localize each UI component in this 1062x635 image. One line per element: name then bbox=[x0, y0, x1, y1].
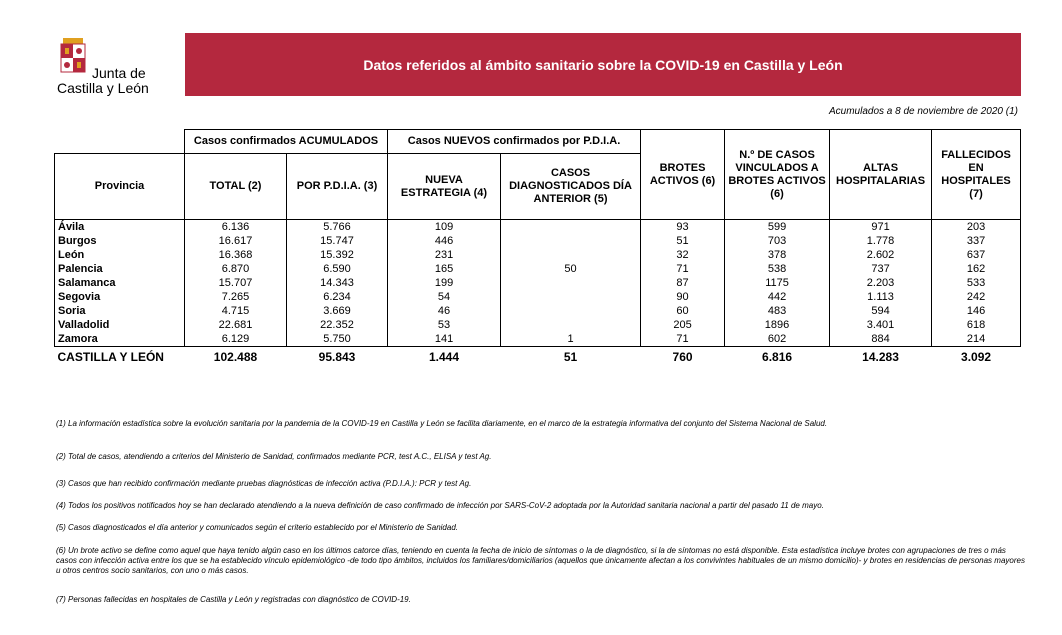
data-cell: 378 bbox=[725, 248, 830, 262]
table-row bbox=[55, 318, 1021, 332]
data-cell: 162 bbox=[932, 262, 1021, 276]
province-name: León bbox=[55, 248, 185, 262]
data-cell: 6.136 bbox=[185, 220, 287, 235]
header-total: TOTAL (2) bbox=[185, 154, 287, 220]
total-cell: CASTILLA Y LEÓN bbox=[57, 350, 164, 364]
data-cell: 6.234 bbox=[287, 290, 388, 304]
data-cell: 971 bbox=[830, 220, 932, 235]
province-name: Valladolid bbox=[55, 318, 185, 332]
data-cell bbox=[501, 290, 641, 304]
total-row bbox=[55, 347, 1021, 368]
table-row bbox=[55, 234, 1021, 248]
data-cell: 538 bbox=[725, 262, 830, 276]
data-cell: 1175 bbox=[725, 276, 830, 290]
data-cell: 2.602 bbox=[830, 248, 932, 262]
footnote-5: (5) Casos diagnosticados el día anterior y comunicados según el criterio establecido por el Ministerio de Sanidad. bbox=[56, 523, 458, 532]
table-row bbox=[55, 290, 1021, 304]
footnote-4: (4) Todos los positivos notificados hoy se han declarado atendiendo a la nueva definición de caso confirmado de infección por SARS-CoV-2 adoptada por la Autoridad sanitaria nacional a partir del pasado 11 de mayo. bbox=[56, 501, 824, 510]
data-cell: 1.778 bbox=[830, 234, 932, 248]
data-cell: 2.203 bbox=[830, 276, 932, 290]
data-cell: 90 bbox=[641, 290, 725, 304]
data-cell: 16.368 bbox=[185, 248, 287, 262]
total-cell: 3.092 bbox=[961, 350, 992, 364]
data-cell: 71 bbox=[641, 262, 725, 276]
data-cell: 214 bbox=[932, 332, 1021, 347]
data-cell: 618 bbox=[932, 318, 1021, 332]
data-cell: 141 bbox=[388, 332, 501, 347]
junta-logo bbox=[56, 36, 176, 96]
data-cell: 242 bbox=[932, 290, 1021, 304]
footnote-1: (1) La información estadística sobre la evolución sanitaria por la pandemia de la COVID-19 en Castilla y León se facilita diariamente, en el marco de la estrategia informativa del conjunto del Sistema Nacional de Salud. bbox=[56, 419, 828, 428]
header-group-acumulados: Casos confirmados ACUMULADOS bbox=[185, 130, 388, 154]
table-row bbox=[55, 304, 1021, 318]
data-cell: 87 bbox=[641, 276, 725, 290]
header-pdia: POR P.D.I.A. (3) bbox=[287, 154, 388, 220]
data-cell: 483 bbox=[725, 304, 830, 318]
data-cell: 93 bbox=[641, 220, 725, 235]
data-cell: 165 bbox=[388, 262, 501, 276]
data-cell: 22.352 bbox=[287, 318, 388, 332]
logo-line-1: Junta de bbox=[92, 65, 146, 81]
data-cell: 51 bbox=[641, 234, 725, 248]
covid-data-table bbox=[54, 129, 1021, 367]
data-cell: 109 bbox=[388, 220, 501, 235]
data-cell: 205 bbox=[641, 318, 725, 332]
data-cell: 5.750 bbox=[287, 332, 388, 347]
data-cell: 7.265 bbox=[185, 290, 287, 304]
footnote-7: (7) Personas fallecidas en hospitales de Castilla y León y registradas con diagnóstico de COVID-19. bbox=[56, 595, 411, 604]
data-cell: 15.747 bbox=[287, 234, 388, 248]
data-cell: 3.669 bbox=[287, 304, 388, 318]
data-cell: 4.715 bbox=[185, 304, 287, 318]
table-row bbox=[55, 248, 1021, 262]
data-cell bbox=[501, 304, 641, 318]
header-group-nuevos: Casos NUEVOS confirmados por P.D.I.A. bbox=[388, 130, 641, 154]
data-cell: 884 bbox=[830, 332, 932, 347]
data-cell bbox=[501, 318, 641, 332]
data-cell: 1.113 bbox=[830, 290, 932, 304]
data-cell: 703 bbox=[725, 234, 830, 248]
province-name: Burgos bbox=[55, 234, 185, 248]
data-cell: 231 bbox=[388, 248, 501, 262]
data-cell bbox=[501, 248, 641, 262]
header-brotes: BROTES ACTIVOS (6) bbox=[641, 130, 725, 220]
province-name: Segovia bbox=[55, 290, 185, 304]
data-cell: 50 bbox=[501, 262, 641, 276]
header-provincia: Provincia bbox=[55, 154, 185, 220]
page-title: Datos referidos al ámbito sanitario sobre la COVID-19 en Castilla y León bbox=[363, 56, 843, 73]
footnote-3: (3) Casos que han recibido confirmación mediante pruebas diagnósticas de infección activa (P.D.I.A.): PCR y test Ag. bbox=[56, 479, 472, 488]
total-cell: 14.283 bbox=[862, 350, 899, 364]
data-cell: 5.766 bbox=[287, 220, 388, 235]
header-altas: ALTAS HOSPITALARIAS bbox=[830, 130, 932, 220]
total-cell: 95.843 bbox=[318, 350, 356, 364]
data-cell: 599 bbox=[725, 220, 830, 235]
province-name: Salamanca bbox=[55, 276, 185, 290]
footnote-6: (6) Un brote activo se define como aquel que haya tenido algún caso en los últimos catorce días, teniendo en cuenta la fecha de inicio de síntomas o la de diagnóstico, si la de síntomas no está disponible. Esta estadística incluye brotes con agrupaciones de tres o más casos con infección activa entre los que se ha establecido vínculo epidemiológico -de todo tipo ámbitos, incluidos los familiares/domiciliarios (aquellos que únicamente afectan a los convivintes habituales de un mismo domicilio)- y brotes en residencias de personas mayores u otros centros socio sanitarios, con uno o más casos. bbox=[56, 546, 1025, 575]
data-cell: 71 bbox=[641, 332, 725, 347]
data-cell bbox=[501, 276, 641, 290]
total-cell: 6.816 bbox=[762, 350, 793, 364]
data-cell: 637 bbox=[932, 248, 1021, 262]
data-cell: 14.343 bbox=[287, 276, 388, 290]
table-row bbox=[55, 262, 1021, 276]
total-cell: 1.444 bbox=[429, 350, 460, 364]
data-cell: 6.870 bbox=[185, 262, 287, 276]
data-cell bbox=[501, 234, 641, 248]
data-cell: 54 bbox=[388, 290, 501, 304]
coat-of-arms-icon bbox=[58, 38, 88, 78]
province-name: Ávila bbox=[55, 220, 185, 235]
total-cell: 51 bbox=[563, 350, 578, 364]
header-vinculados: N.º DE CASOS VINCULADOS A BROTES ACTIVOS (6) bbox=[725, 130, 830, 220]
title-banner bbox=[185, 33, 1021, 96]
data-cell: 32 bbox=[641, 248, 725, 262]
data-cell: 60 bbox=[641, 304, 725, 318]
data-cell: 3.401 bbox=[830, 318, 932, 332]
header-fallecidos: FALLECIDOS EN HOSPITALES (7) bbox=[932, 130, 1021, 220]
province-name: Soria bbox=[55, 304, 185, 318]
data-cell bbox=[501, 220, 641, 235]
data-cell: 1896 bbox=[725, 318, 830, 332]
total-cell: 760 bbox=[672, 350, 693, 364]
data-cell: 1 bbox=[501, 332, 641, 347]
data-cell: 594 bbox=[830, 304, 932, 318]
province-name: Palencia bbox=[55, 262, 185, 276]
data-cell: 22.681 bbox=[185, 318, 287, 332]
data-cell: 53 bbox=[388, 318, 501, 332]
data-cell: 199 bbox=[388, 276, 501, 290]
data-cell: 442 bbox=[725, 290, 830, 304]
data-cell: 15.707 bbox=[185, 276, 287, 290]
data-cell: 602 bbox=[725, 332, 830, 347]
total-cell: 102.488 bbox=[213, 350, 258, 364]
data-cell: 737 bbox=[830, 262, 932, 276]
data-cell: 146 bbox=[932, 304, 1021, 318]
data-cell: 15.392 bbox=[287, 248, 388, 262]
data-cell: 446 bbox=[388, 234, 501, 248]
table-row bbox=[55, 276, 1021, 290]
data-cell: 6.129 bbox=[185, 332, 287, 347]
table-row bbox=[55, 332, 1021, 347]
data-cell: 337 bbox=[932, 234, 1021, 248]
accumulated-date: Acumulados a 8 de noviembre de 2020 (1) bbox=[828, 106, 1018, 117]
data-cell: 46 bbox=[388, 304, 501, 318]
header-diagnosticados: CASOS DIAGNOSTICADOS DÍA ANTERIOR (5) bbox=[501, 154, 641, 220]
data-cell: 533 bbox=[932, 276, 1021, 290]
data-cell: 6.590 bbox=[287, 262, 388, 276]
data-cell: 203 bbox=[932, 220, 1021, 235]
header-nueva-estrategia: NUEVA ESTRATEGIA (4) bbox=[388, 154, 501, 220]
footnote-2: (2) Total de casos, atendiendo a criterios del Ministerio de Sanidad, confirmados mediante PCR, test A.C., ELISA y test Ag. bbox=[56, 452, 492, 461]
province-name: Zamora bbox=[55, 332, 185, 347]
data-cell: 16.617 bbox=[185, 234, 287, 248]
logo-line-2: Castilla y León bbox=[57, 80, 149, 96]
table-row bbox=[55, 220, 1021, 235]
